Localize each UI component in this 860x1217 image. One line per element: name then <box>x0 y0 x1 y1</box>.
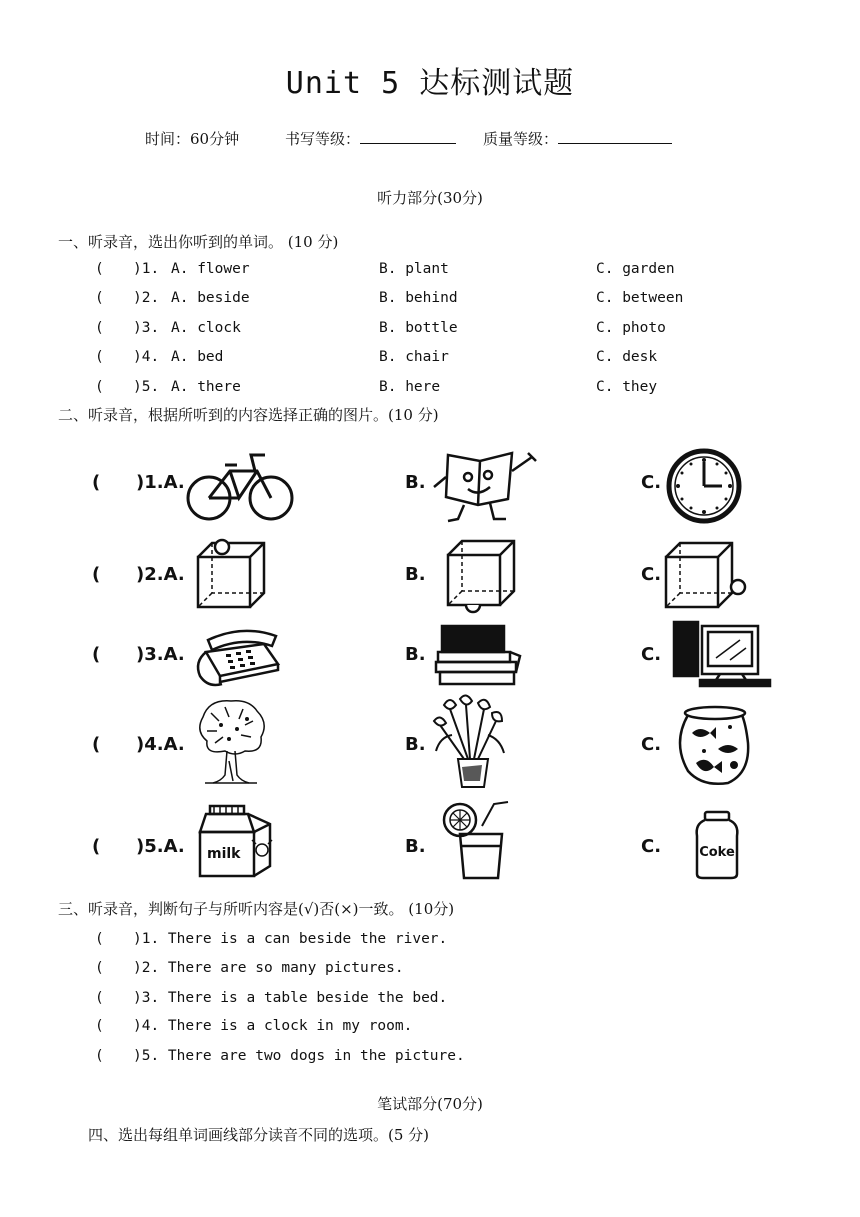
ball-on-box-icon <box>190 535 270 611</box>
telephone-icon <box>192 622 282 690</box>
quality-grade-blank[interactable] <box>558 129 672 144</box>
listening-heading: 听力部分(30分) <box>377 189 483 207</box>
writing-heading: 笔试部分(70分) <box>377 1095 483 1113</box>
option-c-label: C. <box>641 564 662 585</box>
answer-paren[interactable]: ( <box>95 290 104 306</box>
answer-paren[interactable]: ( <box>92 564 101 585</box>
option-c-label: C. <box>641 644 662 665</box>
answer-paren[interactable]: ( <box>95 379 104 395</box>
option-a: A. bed <box>171 349 224 365</box>
option-c: C. between <box>596 290 684 306</box>
item-number: )2.A. <box>136 564 185 585</box>
writing-grade-blank[interactable] <box>360 129 456 144</box>
option-c-label: C. <box>641 472 662 493</box>
item-number: )1. <box>133 261 160 277</box>
answer-paren[interactable]: ( <box>95 960 104 976</box>
answer-paren[interactable]: ( <box>95 1048 104 1064</box>
option-b-label: B. <box>405 472 426 493</box>
option-b: B. plant <box>379 261 449 277</box>
option-b-label: B. <box>405 564 426 585</box>
statement: )1. There is a can beside the river. <box>133 931 448 947</box>
option-c: C. they <box>596 379 658 395</box>
ball-under-box-icon <box>440 533 520 613</box>
option-a: A. flower <box>171 261 250 277</box>
part1-heading: 一、听录音，选出你听到的单词。 (10 分) <box>58 233 339 251</box>
item-number: )3.A. <box>136 644 185 665</box>
milk-carton-icon <box>196 804 276 880</box>
part4-heading: 四、选出每组单词画线部分读音不同的选项。(5 分) <box>88 1126 430 1144</box>
answer-paren[interactable]: ( <box>92 472 101 493</box>
answer-paren[interactable]: ( <box>95 261 104 277</box>
option-c-label: C. <box>641 836 662 857</box>
answer-paren[interactable]: ( <box>95 1018 104 1034</box>
answer-paren[interactable]: ( <box>95 990 104 1006</box>
option-b: B. here <box>379 379 441 395</box>
option-c: C. photo <box>596 320 666 336</box>
statement: )3. There is a table beside the bed. <box>133 990 448 1006</box>
answer-paren[interactable]: ( <box>95 320 104 336</box>
books-icon <box>432 622 524 688</box>
part3-heading: 三、听录音，判断句子与所听内容是(√)否(×)一致。 (10分) <box>58 900 455 918</box>
item-number: )1.A. <box>136 472 185 493</box>
clock-icon <box>664 446 744 526</box>
statement: )2. There are so many pictures. <box>133 960 404 976</box>
coke-bottle-icon <box>693 810 741 880</box>
answer-paren[interactable]: ( <box>92 644 101 665</box>
coke-label: Coke <box>699 845 735 860</box>
item-number: )4.A. <box>136 734 185 755</box>
option-b: B. behind <box>379 290 458 306</box>
ball-beside-box-icon <box>662 535 748 611</box>
option-b-label: B. <box>405 644 426 665</box>
juice-glass-icon <box>438 798 514 882</box>
answer-paren[interactable]: ( <box>95 349 104 365</box>
part2-heading: 二、听录音，根据所听到的内容选择正确的图片。(10 分) <box>58 406 439 424</box>
option-c-label: C. <box>641 734 662 755</box>
option-b: B. chair <box>379 349 449 365</box>
option-a: A. clock <box>171 320 241 336</box>
book-character-icon <box>428 447 540 525</box>
flower-pot-icon <box>430 695 516 791</box>
writing-grade-label: 书写等级： <box>285 128 456 149</box>
answer-paren[interactable]: ( <box>92 836 101 857</box>
item-number: )3. <box>133 320 160 336</box>
option-c: C. desk <box>596 349 658 365</box>
tree-icon <box>195 695 267 787</box>
statement: )5. There are two dogs in the picture. <box>133 1048 465 1064</box>
item-number: )5. <box>133 379 160 395</box>
computer-icon <box>670 618 778 690</box>
bicycle-icon <box>185 445 295 525</box>
item-number: )4. <box>133 349 160 365</box>
item-number: )5.A. <box>136 836 185 857</box>
answer-paren[interactable]: ( <box>95 931 104 947</box>
fish-bowl-icon <box>678 703 752 789</box>
page-title: Unit 5 达标测试题 <box>285 66 575 101</box>
option-c: C. garden <box>596 261 675 277</box>
option-b: B. bottle <box>379 320 458 336</box>
statement: )4. There is a clock in my room. <box>133 1018 413 1034</box>
option-a: A. beside <box>171 290 250 306</box>
time-label: 时间：60分钟 <box>145 130 240 148</box>
item-number: )2. <box>133 290 160 306</box>
option-b-label: B. <box>405 836 426 857</box>
option-b-label: B. <box>405 734 426 755</box>
answer-paren[interactable]: ( <box>92 734 101 755</box>
milk-label: milk <box>207 846 241 862</box>
quality-grade-label: 质量等级： <box>483 128 672 149</box>
option-a: A. there <box>171 379 241 395</box>
